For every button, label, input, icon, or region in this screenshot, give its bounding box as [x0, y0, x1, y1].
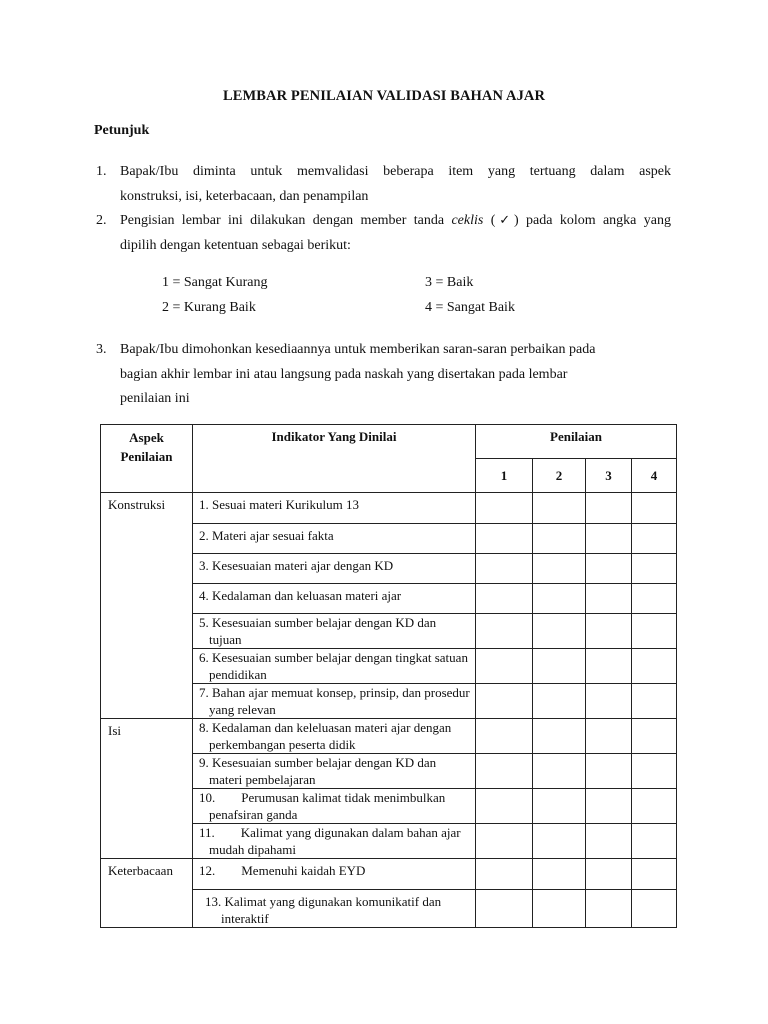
indicator-text: 1. Sesuai materi Kurikulum 13	[199, 497, 359, 512]
indicator-text: 13. Kalimat yang digunakan komunikatif dan interaktif	[205, 894, 442, 926]
score-cell[interactable]	[476, 524, 533, 554]
indicator-cell	[193, 493, 476, 524]
indicator-text: 10. Perumusan kalimat tidak menimbulkan penafsiran ganda	[199, 790, 449, 822]
score-cell[interactable]	[476, 890, 533, 928]
score-cell[interactable]	[533, 754, 586, 789]
indicator-cell	[193, 859, 476, 890]
score-cell[interactable]	[476, 719, 533, 754]
scale-item-4: 4 = Sangat Baik	[425, 300, 515, 315]
score-cell[interactable]	[476, 824, 533, 859]
aspect-cell: Konstruksi	[101, 493, 193, 719]
indicator-cell	[193, 824, 476, 859]
header-aspek-line: Penilaian	[120, 449, 173, 464]
header-aspek	[101, 425, 193, 493]
score-cell[interactable]	[476, 614, 533, 649]
indicator-text: 5. Kesesuaian sumber belajar dengan KD dan tujuan	[199, 615, 437, 647]
indicator-text: 7. Bahan ajar memuat konsep, prinsip, dan prosedur yang relevan	[199, 685, 470, 717]
score-cell[interactable]	[533, 554, 586, 584]
score-cell[interactable]	[586, 524, 632, 554]
indicator-text: 6. Kesesuaian sumber belajar dengan tingkat satuan pendidikan	[199, 650, 468, 682]
score-cell[interactable]	[533, 824, 586, 859]
score-cell[interactable]	[533, 614, 586, 649]
score-cell[interactable]	[632, 493, 677, 524]
score-cell[interactable]	[586, 719, 632, 754]
score-cell[interactable]	[476, 789, 533, 824]
score-cell[interactable]	[533, 684, 586, 719]
score-header: 3	[586, 459, 632, 493]
score-cell[interactable]	[632, 824, 677, 859]
aspect-cell: Isi	[101, 719, 193, 859]
scale-item-3: 3 = Baik	[425, 275, 474, 290]
indicator-cell	[193, 584, 476, 614]
score-cell[interactable]	[533, 493, 586, 524]
score-cell[interactable]	[476, 859, 533, 890]
table-row	[101, 859, 677, 890]
instruction-number: 1.	[96, 164, 107, 179]
indicator-cell	[193, 649, 476, 684]
score-cell[interactable]	[586, 859, 632, 890]
assessment-table	[100, 424, 677, 928]
score-cell[interactable]	[632, 649, 677, 684]
score-cell[interactable]	[632, 524, 677, 554]
indicator-text: 8. Kedalaman dan keleluasan materi ajar dengan perkembangan peserta didik	[199, 720, 452, 752]
instruction-text: ) pada kolom angka yang	[514, 213, 671, 228]
score-cell[interactable]	[533, 719, 586, 754]
header-penilaian: Penilaian	[476, 425, 677, 459]
indicator-cell	[193, 554, 476, 584]
score-header: 1	[476, 459, 533, 493]
score-cell[interactable]	[632, 890, 677, 928]
score-cell[interactable]	[586, 789, 632, 824]
scale-item-1: 1 = Sangat Kurang	[162, 275, 268, 290]
score-cell[interactable]	[632, 684, 677, 719]
score-cell[interactable]	[586, 493, 632, 524]
score-cell[interactable]	[586, 754, 632, 789]
indicator-text: 12. Memenuhi kaidah EYD	[199, 863, 366, 878]
score-cell[interactable]	[533, 649, 586, 684]
score-header: 2	[533, 459, 586, 493]
score-cell[interactable]	[533, 584, 586, 614]
indicator-text: 3. Kesesuaian materi ajar dengan KD	[199, 558, 394, 573]
page-title: LEMBAR PENILAIAN VALIDASI BAHAN AJAR	[222, 88, 546, 104]
indicator-cell	[193, 719, 476, 754]
score-cell[interactable]	[632, 789, 677, 824]
instruction-text: (	[483, 213, 496, 228]
indicator-cell	[193, 614, 476, 649]
indicator-cell	[193, 890, 476, 928]
instruction-line: konstruksi, isi, keterbacaan, dan penampilan	[120, 188, 369, 204]
indicator-text: 9. Kesesuaian sumber belajar dengan KD dan materi pembelajaran	[199, 755, 437, 787]
score-cell[interactable]	[476, 684, 533, 719]
instruction-line: Bapak/Ibu dimohonkan kesediaannya untuk memberikan saran-saran perbaikan pada	[120, 342, 596, 357]
indicator-cell	[193, 789, 476, 824]
score-cell[interactable]	[476, 554, 533, 584]
instruction-number: 3.	[96, 342, 107, 357]
petunjuk-heading: Petunjuk	[94, 123, 150, 138]
score-cell[interactable]	[632, 719, 677, 754]
indicator-cell	[193, 754, 476, 789]
instruction-text: Pengisian lembar ini dilakukan dengan member tanda	[120, 213, 452, 228]
instruction-line: penilaian ini	[120, 391, 190, 406]
table-header-row	[101, 425, 677, 459]
score-cell[interactable]	[586, 684, 632, 719]
indicator-cell	[193, 684, 476, 719]
header-aspek-line: Aspek	[129, 430, 164, 445]
score-cell[interactable]	[632, 859, 677, 890]
instruction-line	[120, 209, 671, 234]
table-row	[101, 719, 677, 754]
score-cell[interactable]	[586, 649, 632, 684]
score-cell[interactable]	[586, 554, 632, 584]
score-cell[interactable]	[586, 584, 632, 614]
header-indikator: Indikator Yang Dinilai	[193, 425, 476, 493]
indicator-text: 11. Kalimat yang digunakan dalam bahan ajar mudah dipahami	[199, 825, 464, 857]
instruction-line: Bapak/Ibu diminta untuk memvalidasi beberapa item yang tertuang dalam aspek	[120, 164, 671, 179]
score-cell[interactable]	[476, 649, 533, 684]
instruction-line: bagian akhir lembar ini atau langsung pada naskah yang disertakan pada lembar	[120, 366, 568, 382]
table-row	[101, 493, 677, 524]
indicator-cell	[193, 524, 476, 554]
score-cell[interactable]	[632, 614, 677, 649]
score-cell[interactable]	[476, 493, 533, 524]
score-cell[interactable]	[476, 754, 533, 789]
score-cell[interactable]	[586, 890, 632, 928]
score-cell[interactable]	[632, 554, 677, 584]
instruction-italic-text: ceklis	[451, 213, 484, 228]
instruction-number: 2.	[96, 213, 107, 228]
score-cell[interactable]	[632, 584, 677, 614]
score-cell[interactable]	[586, 614, 632, 649]
aspect-cell: Keterbacaan	[101, 859, 193, 928]
score-cell[interactable]	[533, 789, 586, 824]
scale-item-2: 2 = Kurang Baik	[162, 300, 256, 315]
score-header: 4	[632, 459, 677, 493]
score-cell[interactable]	[533, 524, 586, 554]
indicator-text: 4. Kedalaman dan keluasan materi ajar	[199, 588, 402, 603]
score-cell[interactable]	[533, 859, 586, 890]
check-icon: ✓	[495, 213, 514, 228]
score-cell[interactable]	[586, 824, 632, 859]
score-cell[interactable]	[533, 890, 586, 928]
score-cell[interactable]	[476, 584, 533, 614]
instruction-line: dipilih dengan ketentuan sebagai berikut:	[120, 237, 351, 253]
indicator-text: 2. Materi ajar sesuai fakta	[199, 528, 334, 543]
score-cell[interactable]	[632, 754, 677, 789]
